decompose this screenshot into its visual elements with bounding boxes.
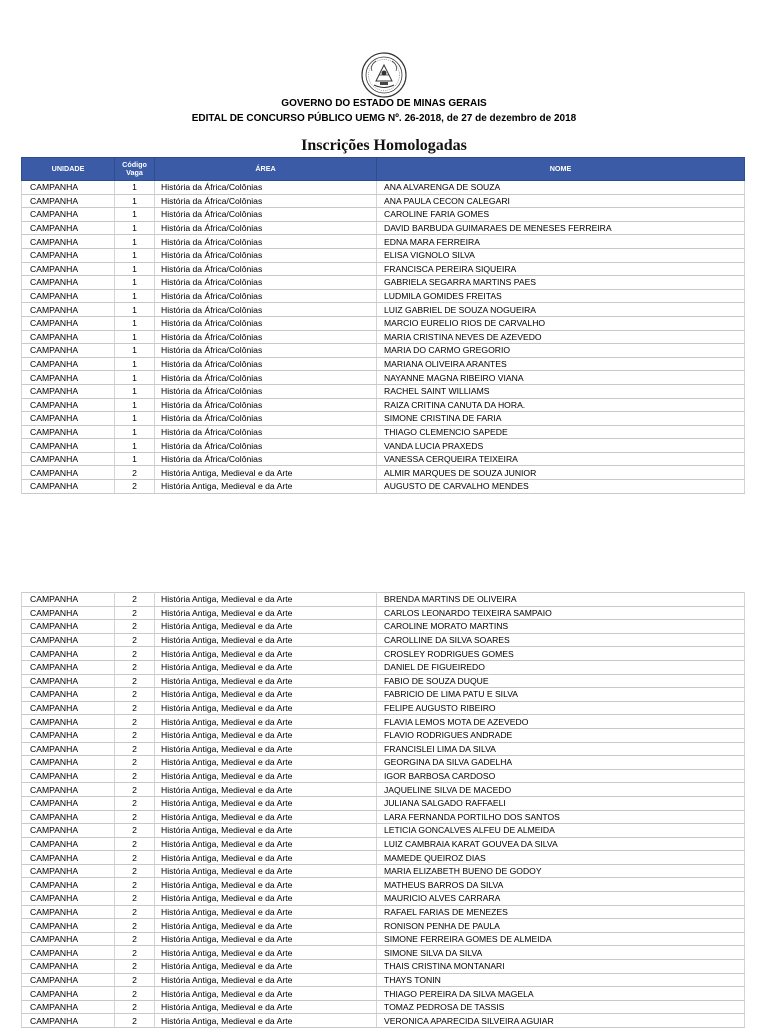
table-row [22,660,745,674]
cell-codigo-vaga: 1 [115,452,155,466]
cell-nome: ELISA VIGNOLO SILVA [377,248,745,262]
cell-nome: GEORGINA DA SILVA GADELHA [377,756,745,770]
cell-area: História Antiga, Medieval e da Arte [155,973,377,987]
cell-codigo-vaga: 2 [115,837,155,851]
table-row [22,742,745,756]
cell-unidade: CAMPANHA [22,878,115,892]
cell-nome: IGOR BARBOSA CARDOSO [377,769,745,783]
column-header-area: ÁREA [155,158,377,181]
cell-unidade: CAMPANHA [22,769,115,783]
table-row [22,1000,745,1014]
cell-codigo-vaga: 2 [115,620,155,634]
table-row [22,221,745,235]
cell-codigo-vaga: 2 [115,796,155,810]
cell-codigo-vaga: 1 [115,248,155,262]
cell-area: História da África/Colônias [155,208,377,222]
cell-area: História da África/Colônias [155,235,377,249]
cell-nome: FELIPE AUGUSTO RIBEIRO [377,701,745,715]
table-row [22,688,745,702]
table-row [22,466,745,480]
cell-area: História Antiga, Medieval e da Arte [155,769,377,783]
table-row [22,892,745,906]
cell-unidade: CAMPANHA [22,756,115,770]
cell-unidade: CAMPANHA [22,905,115,919]
cell-codigo-vaga: 2 [115,715,155,729]
table-row [22,851,745,865]
cell-unidade: CAMPANHA [22,1000,115,1014]
table-row [22,715,745,729]
cell-area: História Antiga, Medieval e da Arte [155,715,377,729]
cell-nome: THAIS CRISTINA MONTANARI [377,960,745,974]
cell-nome: VERONICA APARECIDA SILVEIRA AGUIAR [377,1014,745,1028]
cell-area: História Antiga, Medieval e da Arte [155,742,377,756]
cell-unidade: CAMPANHA [22,728,115,742]
cell-codigo-vaga: 1 [115,276,155,290]
table-row [22,987,745,1001]
cell-area: História Antiga, Medieval e da Arte [155,810,377,824]
cell-unidade: CAMPANHA [22,357,115,371]
cell-area: História Antiga, Medieval e da Arte [155,905,377,919]
cell-unidade: CAMPANHA [22,371,115,385]
table-row [22,728,745,742]
table-row [22,398,745,412]
cell-unidade: CAMPANHA [22,783,115,797]
cell-nome: FRANCISLEI LIMA DA SILVA [377,742,745,756]
cell-nome: RONISON PENHA DE PAULA [377,919,745,933]
cell-nome: AUGUSTO DE CARVALHO MENDES [377,480,745,494]
cell-area: História Antiga, Medieval e da Arte [155,864,377,878]
cell-unidade: CAMPANHA [22,932,115,946]
cell-unidade: CAMPANHA [22,742,115,756]
table-row [22,384,745,398]
cell-codigo-vaga: 2 [115,701,155,715]
cell-nome: SIMONE CRISTINA DE FARIA [377,412,745,426]
table-row [22,946,745,960]
table-row [22,194,745,208]
cell-nome: FLAVIA LEMOS MOTA DE AZEVEDO [377,715,745,729]
cell-area: História Antiga, Medieval e da Arte [155,1000,377,1014]
cell-codigo-vaga: 1 [115,289,155,303]
table-row [22,810,745,824]
cell-unidade: CAMPANHA [22,593,115,607]
table-row [22,1014,745,1028]
cell-nome: CROSLEY RODRIGUES GOMES [377,647,745,661]
cell-nome: GABRIELA SEGARRA MARTINS PAES [377,276,745,290]
table-row [22,878,745,892]
cell-unidade: CAMPANHA [22,701,115,715]
cell-codigo-vaga: 2 [115,892,155,906]
table-row [22,674,745,688]
cell-codigo-vaga: 2 [115,878,155,892]
cell-unidade: CAMPANHA [22,851,115,865]
table-row [22,357,745,371]
table-body [22,181,745,494]
table-row [22,425,745,439]
cell-unidade: CAMPANHA [22,181,115,195]
cell-area: História da África/Colônias [155,289,377,303]
cell-codigo-vaga: 2 [115,593,155,607]
cell-nome: LUDMILA GOMIDES FREITAS [377,289,745,303]
cell-area: História Antiga, Medieval e da Arte [155,466,377,480]
cell-area: História da África/Colônias [155,357,377,371]
cell-nome: TOMAZ PEDROSA DE TASSIS [377,1000,745,1014]
cell-area: História da África/Colônias [155,330,377,344]
cell-unidade: CAMPANHA [22,384,115,398]
cell-codigo-vaga: 2 [115,905,155,919]
cell-area: História Antiga, Medieval e da Arte [155,987,377,1001]
cell-unidade: CAMPANHA [22,194,115,208]
cell-area: História Antiga, Medieval e da Arte [155,796,377,810]
cell-nome: MARIA DO CARMO GREGORIO [377,344,745,358]
table-row [22,181,745,195]
table-row [22,960,745,974]
table-row [22,701,745,715]
cell-unidade: CAMPANHA [22,796,115,810]
table-row [22,973,745,987]
cell-nome: JULIANA SALGADO RAFFAELI [377,796,745,810]
cell-nome: SIMONE SILVA DA SILVA [377,946,745,960]
cell-area: História Antiga, Medieval e da Arte [155,960,377,974]
cell-nome: NAYANNE MAGNA RIBEIRO VIANA [377,371,745,385]
table-row [22,932,745,946]
registrations-table-1 [21,157,745,494]
table-row [22,647,745,661]
cell-codigo-vaga: 2 [115,851,155,865]
cell-nome: DANIEL DE FIGUEIREDO [377,660,745,674]
cell-unidade: CAMPANHA [22,398,115,412]
cell-nome: THAYS TONIN [377,973,745,987]
table-row [22,606,745,620]
cell-codigo-vaga: 1 [115,221,155,235]
cell-codigo-vaga: 2 [115,783,155,797]
cell-codigo-vaga: 1 [115,384,155,398]
cell-area: História da África/Colônias [155,371,377,385]
cell-codigo-vaga: 2 [115,769,155,783]
column-header-nome: NOME [377,158,745,181]
cell-codigo-vaga: 1 [115,194,155,208]
cell-nome: MATHEUS BARROS DA SILVA [377,878,745,892]
cell-nome: LUIZ CAMBRAIA KARAT GOUVEA DA SILVA [377,837,745,851]
cell-codigo-vaga: 2 [115,606,155,620]
cell-area: História da África/Colônias [155,262,377,276]
table-body [22,593,745,1028]
cell-area: História Antiga, Medieval e da Arte [155,660,377,674]
table-row [22,837,745,851]
header-edital: EDITAL DE CONCURSO PÚBLICO UEMG Nº. 26-2018, de 27 de dezembro de 2018 [191,113,577,124]
table-row [22,303,745,317]
column-header-codigo-vaga: Código Vaga [115,158,155,181]
cell-area: História Antiga, Medieval e da Arte [155,647,377,661]
cell-area: História Antiga, Medieval e da Arte [155,593,377,607]
cell-area: História da África/Colônias [155,439,377,453]
cell-codigo-vaga: 2 [115,756,155,770]
cell-unidade: CAMPANHA [22,824,115,838]
cell-unidade: CAMPANHA [22,919,115,933]
cell-unidade: CAMPANHA [22,276,115,290]
table-row [22,344,745,358]
cell-unidade: CAMPANHA [22,452,115,466]
cell-area: História Antiga, Medieval e da Arte [155,633,377,647]
table-header-row [22,158,745,181]
cell-area: História Antiga, Medieval e da Arte [155,701,377,715]
cell-area: História da África/Colônias [155,276,377,290]
cell-codigo-vaga: 1 [115,357,155,371]
cell-area: História Antiga, Medieval e da Arte [155,851,377,865]
cell-codigo-vaga: 1 [115,330,155,344]
cell-nome: DAVID BARBUDA GUIMARAES DE MENESES FERREIRA [377,221,745,235]
cell-area: História da África/Colônias [155,412,377,426]
cell-codigo-vaga: 2 [115,960,155,974]
cell-area: História Antiga, Medieval e da Arte [155,919,377,933]
cell-codigo-vaga: 1 [115,316,155,330]
cell-codigo-vaga: 1 [115,235,155,249]
table-row [22,439,745,453]
cell-unidade: CAMPANHA [22,289,115,303]
cell-area: História da África/Colônias [155,194,377,208]
cell-codigo-vaga: 2 [115,919,155,933]
cell-unidade: CAMPANHA [22,647,115,661]
cell-codigo-vaga: 2 [115,688,155,702]
cell-unidade: CAMPANHA [22,208,115,222]
cell-nome: MARIA ELIZABETH BUENO DE GODOY [377,864,745,878]
cell-area: História Antiga, Medieval e da Arte [155,1014,377,1028]
cell-area: História da África/Colônias [155,181,377,195]
cell-area: História Antiga, Medieval e da Arte [155,480,377,494]
cell-nome: LARA FERNANDA PORTILHO DOS SANTOS [377,810,745,824]
cell-unidade: CAMPANHA [22,480,115,494]
cell-unidade: CAMPANHA [22,235,115,249]
table-row [22,620,745,634]
cell-area: História da África/Colônias [155,344,377,358]
cell-nome: MAMEDE QUEIROZ DIAS [377,851,745,865]
table-row [22,796,745,810]
cell-unidade: CAMPANHA [22,946,115,960]
cell-area: História Antiga, Medieval e da Arte [155,892,377,906]
cell-nome: ALMIR MARQUES DE SOUZA JUNIOR [377,466,745,480]
cell-area: História da África/Colônias [155,303,377,317]
cell-nome: FABRICIO DE LIMA PATU E SILVA [377,688,745,702]
table-row [22,919,745,933]
cell-nome: RAFAEL FARIAS DE MENEZES [377,905,745,919]
cell-unidade: CAMPANHA [22,316,115,330]
cell-unidade: CAMPANHA [22,973,115,987]
cell-unidade: CAMPANHA [22,715,115,729]
cell-area: História Antiga, Medieval e da Arte [155,674,377,688]
cell-nome: RAIZA CRITINA CANUTA DA HORA. [377,398,745,412]
cell-area: História da África/Colônias [155,248,377,262]
table-row [22,248,745,262]
cell-nome: LETICIA GONCALVES ALFEU DE ALMEIDA [377,824,745,838]
cell-area: História Antiga, Medieval e da Arte [155,728,377,742]
cell-nome: ANA PAULA CECON CALEGARI [377,194,745,208]
table-row [22,480,745,494]
cell-codigo-vaga: 1 [115,398,155,412]
cell-area: História Antiga, Medieval e da Arte [155,946,377,960]
cell-area: História Antiga, Medieval e da Arte [155,783,377,797]
page-title: Inscrições Homologadas [301,137,467,154]
table-row [22,824,745,838]
cell-codigo-vaga: 2 [115,674,155,688]
cell-nome: VANDA LUCIA PRAXEDS [377,439,745,453]
cell-area: História Antiga, Medieval e da Arte [155,837,377,851]
cell-nome: EDNA MARA FERREIRA [377,235,745,249]
cell-area: História da África/Colônias [155,316,377,330]
cell-nome: MARCIO EURELIO RIOS DE CARVALHO [377,316,745,330]
cell-nome: MARIANA OLIVEIRA ARANTES [377,357,745,371]
cell-nome: ANA ALVARENGA DE SOUZA [377,181,745,195]
cell-nome: MAURICIO ALVES CARRARA [377,892,745,906]
cell-codigo-vaga: 1 [115,425,155,439]
cell-codigo-vaga: 2 [115,987,155,1001]
cell-codigo-vaga: 2 [115,728,155,742]
cell-unidade: CAMPANHA [22,303,115,317]
cell-unidade: CAMPANHA [22,248,115,262]
cell-nome: CAROLINE FARIA GOMES [377,208,745,222]
cell-codigo-vaga: 2 [115,480,155,494]
cell-nome: THIAGO PEREIRA DA SILVA MAGELA [377,987,745,1001]
cell-area: História Antiga, Medieval e da Arte [155,756,377,770]
cell-area: História da África/Colônias [155,398,377,412]
table-row [22,783,745,797]
registrations-table-2 [21,592,745,1028]
table-row [22,593,745,607]
cell-codigo-vaga: 1 [115,303,155,317]
table-row [22,289,745,303]
cell-nome: THIAGO CLEMENCIO SAPEDE [377,425,745,439]
cell-nome: LUIZ GABRIEL DE SOUZA NOGUEIRA [377,303,745,317]
cell-codigo-vaga: 2 [115,742,155,756]
cell-nome: CAROLLINE DA SILVA SOARES [377,633,745,647]
cell-area: História Antiga, Medieval e da Arte [155,688,377,702]
table-row [22,412,745,426]
cell-area: História da África/Colônias [155,425,377,439]
cell-codigo-vaga: 2 [115,647,155,661]
cell-unidade: CAMPANHA [22,864,115,878]
cell-codigo-vaga: 2 [115,824,155,838]
cell-unidade: CAMPANHA [22,987,115,1001]
cell-codigo-vaga: 2 [115,1014,155,1028]
cell-nome: JAQUELINE SILVA DE MACEDO [377,783,745,797]
cell-area: História Antiga, Medieval e da Arte [155,620,377,634]
cell-unidade: CAMPANHA [22,1014,115,1028]
cell-unidade: CAMPANHA [22,344,115,358]
table-row [22,371,745,385]
state-seal-emblem [360,51,408,99]
cell-unidade: CAMPANHA [22,620,115,634]
cell-codigo-vaga: 2 [115,946,155,960]
cell-unidade: CAMPANHA [22,660,115,674]
table-row [22,316,745,330]
cell-unidade: CAMPANHA [22,262,115,276]
cell-codigo-vaga: 2 [115,466,155,480]
cell-codigo-vaga: 2 [115,633,155,647]
cell-codigo-vaga: 2 [115,1000,155,1014]
table-row [22,864,745,878]
cell-nome: FLAVIO RODRIGUES ANDRADE [377,728,745,742]
cell-nome: FRANCISCA PEREIRA SIQUEIRA [377,262,745,276]
cell-nome: VANESSA CERQUEIRA TEIXEIRA [377,452,745,466]
cell-unidade: CAMPANHA [22,837,115,851]
cell-nome: RACHEL SAINT WILLIAMS [377,384,745,398]
table-row [22,756,745,770]
table-row [22,208,745,222]
cell-codigo-vaga: 1 [115,181,155,195]
cell-area: História Antiga, Medieval e da Arte [155,878,377,892]
cell-nome: SIMONE FERREIRA GOMES DE ALMEIDA [377,932,745,946]
cell-codigo-vaga: 1 [115,262,155,276]
table-row [22,633,745,647]
cell-codigo-vaga: 2 [115,864,155,878]
cell-unidade: CAMPANHA [22,892,115,906]
cell-codigo-vaga: 2 [115,973,155,987]
cell-area: História da África/Colônias [155,452,377,466]
table-row [22,769,745,783]
header-government: GOVERNO DO ESTADO DE MINAS GERAIS [281,98,487,109]
cell-unidade: CAMPANHA [22,330,115,344]
cell-area: História Antiga, Medieval e da Arte [155,606,377,620]
cell-unidade: CAMPANHA [22,688,115,702]
cell-codigo-vaga: 2 [115,660,155,674]
cell-area: História Antiga, Medieval e da Arte [155,932,377,946]
cell-codigo-vaga: 2 [115,932,155,946]
cell-codigo-vaga: 1 [115,371,155,385]
cell-nome: MARIA CRISTINA NEVES DE AZEVEDO [377,330,745,344]
table-row [22,276,745,290]
cell-unidade: CAMPANHA [22,810,115,824]
cell-unidade: CAMPANHA [22,606,115,620]
cell-unidade: CAMPANHA [22,425,115,439]
cell-codigo-vaga: 1 [115,344,155,358]
table-row [22,235,745,249]
cell-unidade: CAMPANHA [22,439,115,453]
table-row [22,262,745,276]
cell-area: História da África/Colônias [155,221,377,235]
cell-codigo-vaga: 1 [115,208,155,222]
cell-nome: BRENDA MARTINS DE OLIVEIRA [377,593,745,607]
cell-unidade: CAMPANHA [22,960,115,974]
cell-nome: CARLOS LEONARDO TEIXEIRA SAMPAIO [377,606,745,620]
cell-area: História Antiga, Medieval e da Arte [155,824,377,838]
column-header-unidade: UNIDADE [22,158,115,181]
cell-nome: CAROLINE MORATO MARTINS [377,620,745,634]
cell-unidade: CAMPANHA [22,466,115,480]
table-row [22,452,745,466]
cell-unidade: CAMPANHA [22,633,115,647]
cell-unidade: CAMPANHA [22,412,115,426]
cell-codigo-vaga: 1 [115,439,155,453]
cell-codigo-vaga: 1 [115,412,155,426]
cell-unidade: CAMPANHA [22,674,115,688]
cell-nome: FABIO DE SOUZA DUQUE [377,674,745,688]
cell-area: História da África/Colônias [155,384,377,398]
table-row [22,905,745,919]
table-row [22,330,745,344]
cell-unidade: CAMPANHA [22,221,115,235]
cell-codigo-vaga: 2 [115,810,155,824]
